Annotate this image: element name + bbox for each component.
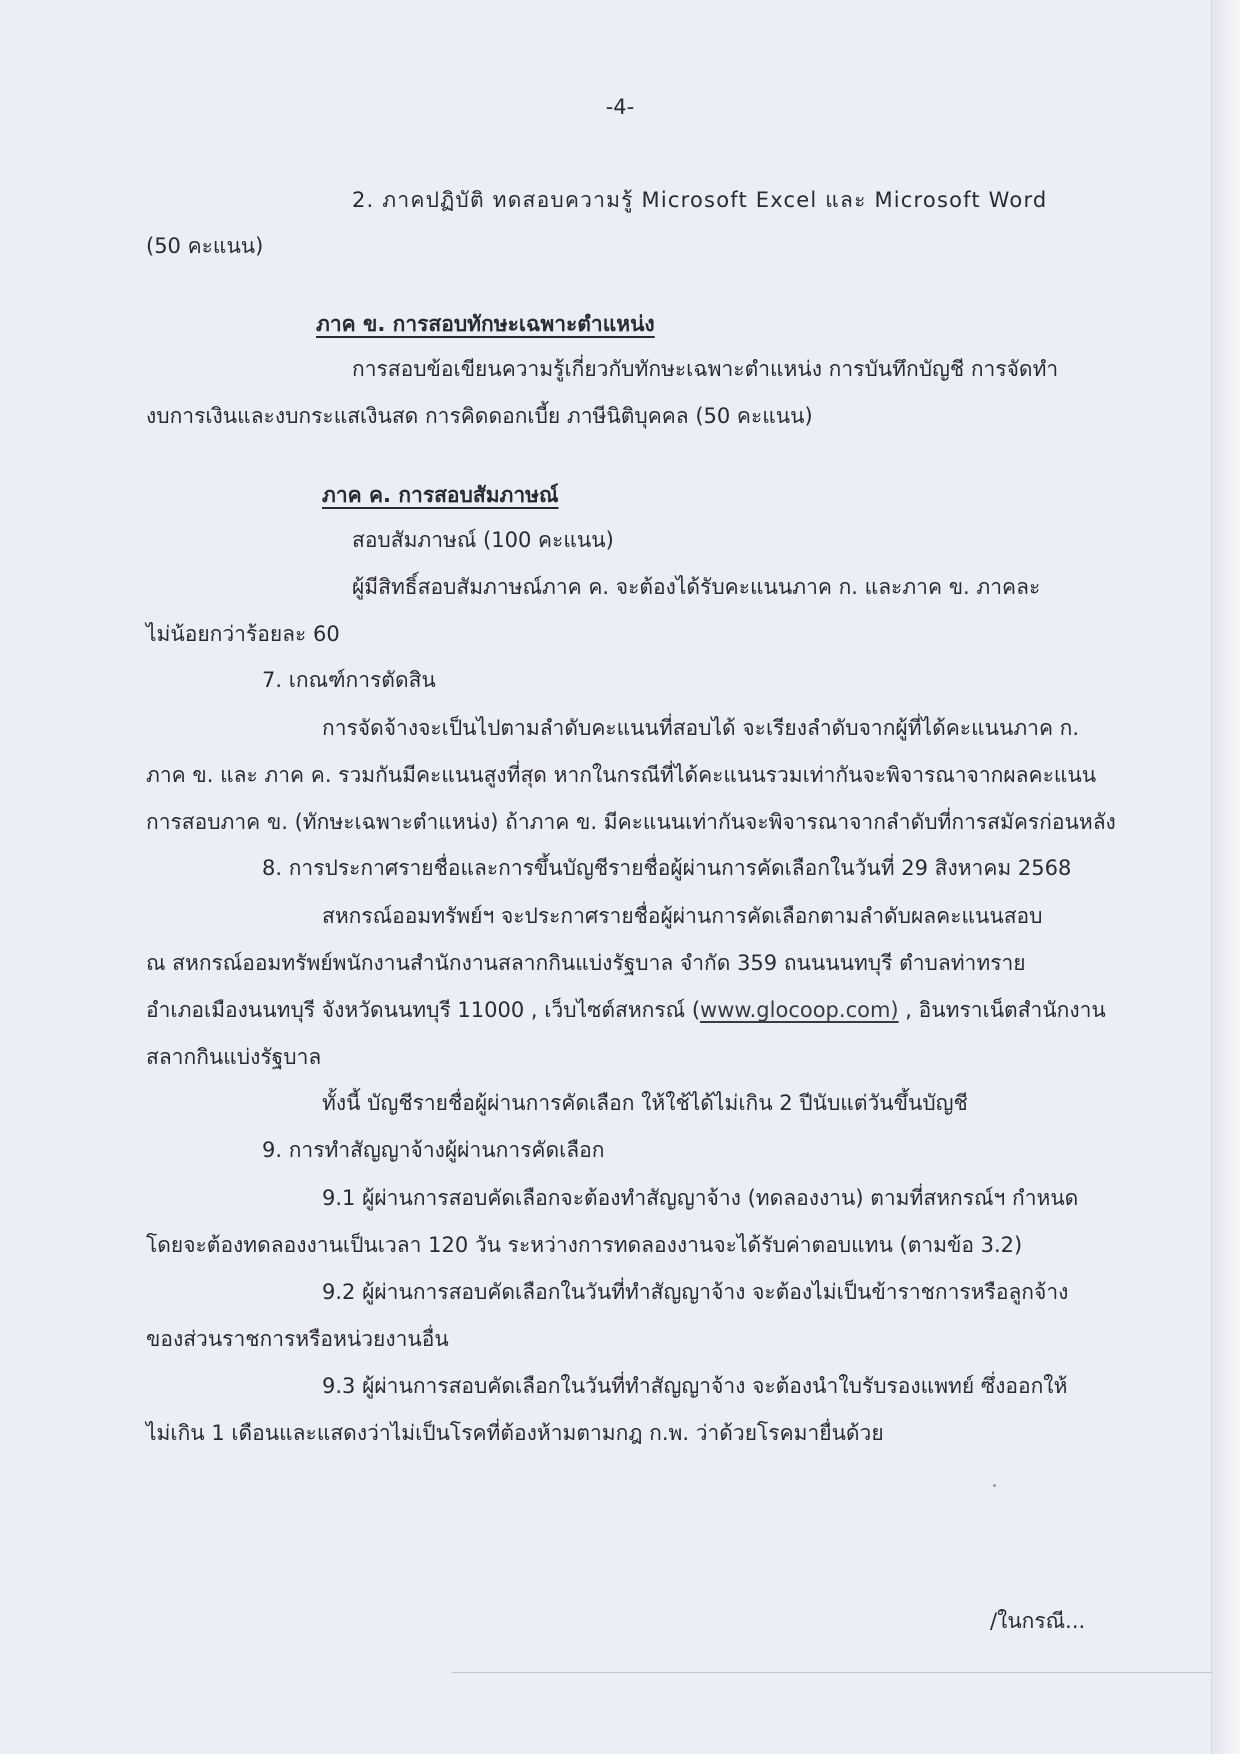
section2-line2: (50 คะแนน) bbox=[146, 234, 264, 258]
section9-title: 9. การทำสัญญาจ้างผู้ผ่านการคัดเลือก bbox=[262, 1138, 605, 1162]
section7-line1: การจัดจ้างจะเป็นไปตามลำดับคะแนนที่สอบได้ จะเรียงลำดับจากผู้ที่ได้คะแนนภาค ก. bbox=[322, 716, 1080, 740]
scan-speck bbox=[993, 1484, 996, 1487]
part-c-heading: ภาค ค. การสอบสัมภาษณ์ bbox=[322, 483, 559, 507]
page-edge bbox=[1211, 0, 1240, 1754]
section8-line3-after: , อินทราเน็ตสำนักงาน bbox=[898, 998, 1106, 1022]
section7-line2: ภาค ข. และ ภาค ค. รวมกันมีคะแนนสูงที่สุด หากในกรณีที่ได้คะแนนรวมเท่ากันจะพิจารณาจากผลคะแนน bbox=[146, 763, 1097, 787]
section7-title: 7. เกณฑ์การตัดสิน bbox=[262, 668, 436, 692]
section8-line3-before: อำเภอเมืองนนทบุรี จังหวัดนนทบุรี 11000 , เว็บไซต์สหกรณ์ ( bbox=[146, 998, 701, 1022]
section9-item1-line2: โดยจะต้องทดลองงานเป็นเวลา 120 วัน ระหว่างการทดลองงานจะได้รับค่าตอบแทน (ตามข้อ 3.2) bbox=[146, 1233, 1023, 1257]
section9-item1-line1: 9.1 ผู้ผ่านการสอบคัดเลือกจะต้องทำสัญญาจ้าง (ทดลองงาน) ตามที่สหกรณ์ฯ กำหนด bbox=[322, 1186, 1079, 1210]
continuation-marker: /ในกรณี... bbox=[990, 1609, 1086, 1633]
part-b-heading: ภาค ข. การสอบทักษะเฉพาะตำแหน่ง bbox=[316, 312, 655, 336]
section9-item2-line2: ของส่วนราชการหรือหน่วยงานอื่น bbox=[146, 1327, 449, 1351]
part-c-line2: ผู้มีสิทธิ์สอบสัมภาษณ์ภาค ค. จะต้องได้รับคะแนนภาค ก. และภาค ข. ภาคละ bbox=[352, 575, 1041, 599]
part-b-line2: งบการเงินและงบกระแสเงินสด การคิดดอกเบี้ย ภาษีนิติบุคคล (50 คะแนน) bbox=[146, 404, 813, 428]
section8-line4: สลากกินแบ่งรัฐบาล bbox=[146, 1045, 322, 1069]
part-c-line3: ไม่น้อยกว่าร้อยละ 60 bbox=[146, 622, 340, 646]
section8-line2: ณ สหกรณ์ออมทรัพย์พนักงานสำนักงานสลากกินแบ่งรัฐบาล จำกัด 359 ถนนนนทบุรี ตำบลท่าทราย bbox=[146, 951, 1026, 975]
section9-item3-line1: 9.3 ผู้ผ่านการสอบคัดเลือกในวันที่ทำสัญญาจ้าง จะต้องนำใบรับรองแพทย์ ซึ่งออกให้ bbox=[322, 1374, 1068, 1398]
footer-rule bbox=[452, 1672, 1212, 1673]
part-c-line1: สอบสัมภาษณ์ (100 คะแนน) bbox=[352, 528, 614, 552]
section2-line1: 2. ภาคปฏิบัติ ทดสอบความรู้ Microsoft Excel และ Microsoft Word bbox=[352, 188, 1048, 212]
section7-line3: การสอบภาค ข. (ทักษะเฉพาะตำแหน่ง) ถ้าภาค ข. มีคะแนนเท่ากันจะพิจารณาจากลำดับที่การสมัครก่อนหลัง bbox=[146, 810, 1116, 834]
section8-line1: สหกรณ์ออมทรัพย์ฯ จะประกาศรายชื่อผู้ผ่านการคัดเลือกตามลำดับผลคะแนนสอบ bbox=[322, 904, 1043, 928]
part-b-line1: การสอบข้อเขียนความรู้เกี่ยวกับทักษะเฉพาะตำแหน่ง การบันทึกบัญชี การจัดทำ bbox=[352, 357, 1059, 381]
page-number: -4- bbox=[605, 95, 635, 119]
section8-title: 8. การประกาศรายชื่อและการขึ้นบัญชีรายชื่อผู้ผ่านการคัดเลือกในวันที่ 29 สิงหาคม 2568 bbox=[262, 856, 1072, 880]
section9-item2-line1: 9.2 ผู้ผ่านการสอบคัดเลือกในวันที่ทำสัญญาจ้าง จะต้องไม่เป็นข้าราชการหรือลูกจ้าง bbox=[322, 1280, 1069, 1304]
website-link[interactable]: www.glocoop.com) bbox=[700, 998, 899, 1022]
section9-item3-line2: ไม่เกิน 1 เดือนและแสดงว่าไม่เป็นโรคที่ต้องห้ามตามกฎ ก.พ. ว่าด้วยโรคมายื่นด้วย bbox=[146, 1421, 884, 1445]
section8-line5: ทั้งนี้ บัญชีรายชื่อผู้ผ่านการคัดเลือก ให้ใช้ได้ไม่เกิน 2 ปีนับแต่วันขึ้นบัญชี bbox=[322, 1091, 968, 1115]
section8-line3 bbox=[146, 995, 1106, 1025]
